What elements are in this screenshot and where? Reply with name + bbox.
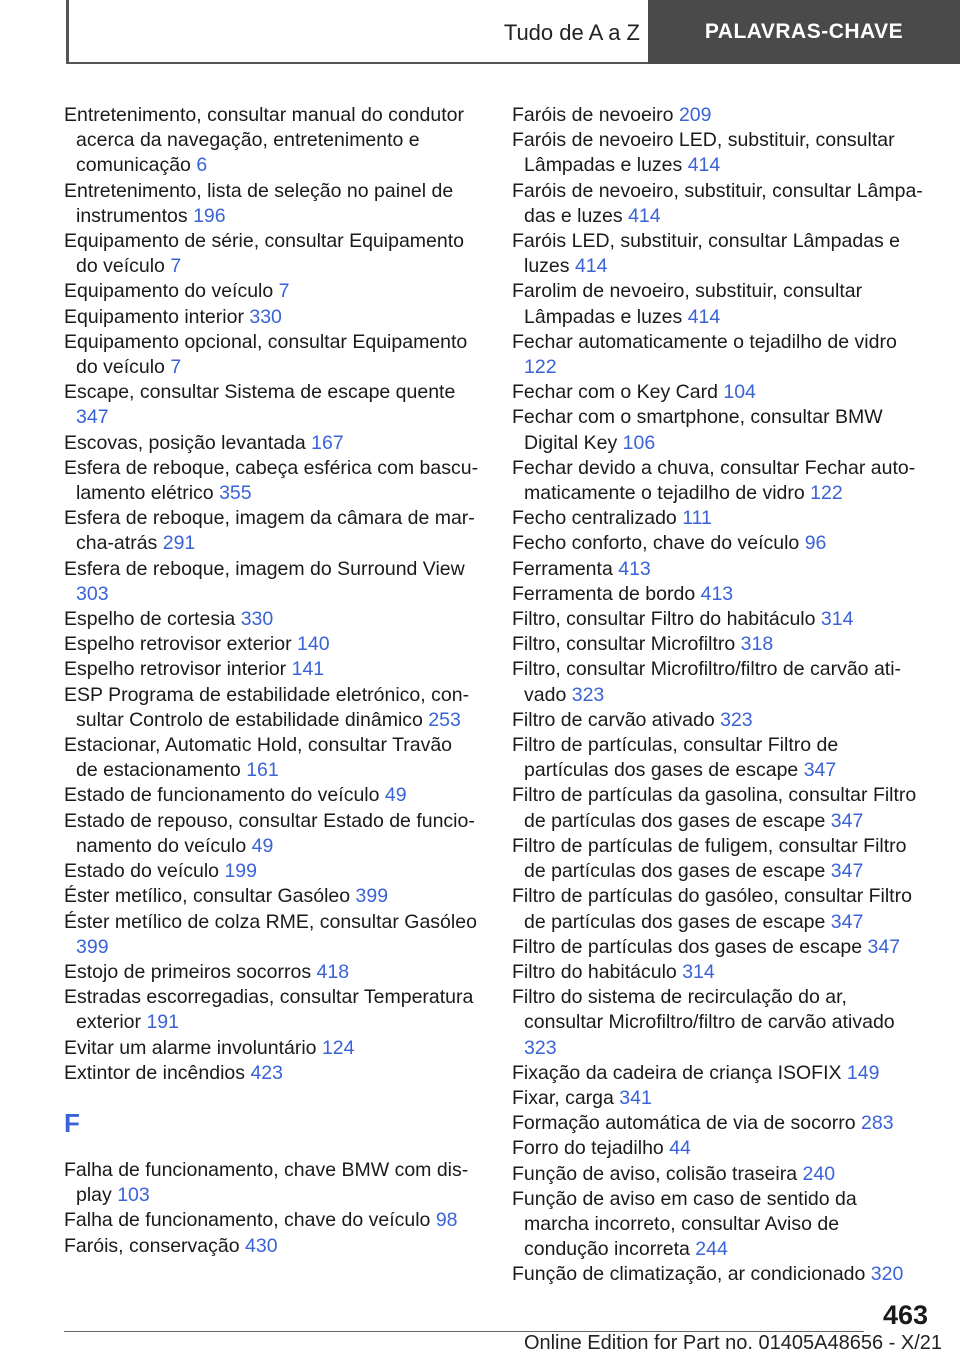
index-page-link[interactable]: 323 <box>571 683 605 706</box>
index-entry-text: Filtro, consultar Microfiltro/filtro de carvão ativado <box>512 658 902 706</box>
index-page-link[interactable]: 323 <box>524 1036 557 1059</box>
index-entry-text: Escovas, posição levantada <box>64 431 306 454</box>
index-page-link[interactable]: 414 <box>687 305 721 328</box>
index-entry-text: Equipamento de série, consultar Equipamento do veículo <box>64 230 464 278</box>
index-entry-text: Entretenimento, consultar manual do condutor acerca da navegação, entretenimento e comunicação <box>64 104 464 177</box>
index-entry-text: Função de aviso em caso de sentido da marcha incorreto, consultar Aviso de condução incorreta <box>512 1187 857 1261</box>
index-entry <box>512 783 927 833</box>
index-page-link[interactable]: 347 <box>830 910 864 933</box>
index-entry <box>512 1262 927 1287</box>
index-entry <box>512 607 927 632</box>
index-entry <box>64 1061 479 1086</box>
index-entry-text: Estradas escorregadias, consultar Temperatura exterior <box>64 986 474 1034</box>
index-entry-text: Equipamento interior <box>64 305 244 328</box>
index-entry-text: Fecho centralizado <box>512 507 677 530</box>
index-page-link[interactable]: 399 <box>355 885 389 908</box>
index-entry <box>512 1061 927 1086</box>
index-entry <box>512 128 927 178</box>
index-entry-text: Farolim de nevoeiro, substituir, consultar Lâmpadas e luzes <box>512 280 863 328</box>
index-entry <box>64 632 479 657</box>
index-entry <box>64 330 479 380</box>
index-entry-text: Espelho retrovisor interior <box>64 658 287 681</box>
index-page-link[interactable]: 355 <box>219 482 252 505</box>
index-entry-text: Fechar devido a chuva, consultar Fechar automaticamente o tejadilho de vidro <box>512 456 916 505</box>
index-entry-text: Falha de funcionamento, chave do veículo <box>64 1209 431 1232</box>
index-entry <box>512 1111 927 1136</box>
index-entry-text: ESP Programa de estabilidade eletrónico, consultar Controlo de estabilidade dinâmico <box>64 683 470 731</box>
index-page-link[interactable]: 314 <box>682 960 715 983</box>
index-page-link[interactable]: 161 <box>246 759 279 782</box>
index-entry-text: Estado de funcionamento do veículo <box>64 784 380 807</box>
page-number: 463 <box>882 1300 928 1330</box>
index-entry <box>64 733 479 783</box>
index-entry <box>64 179 479 229</box>
index-entry-text: Faróis de nevoeiro, substituir, consultar Lâmpadas e luzes <box>512 179 923 227</box>
index-entry-text: Espelho de cortesia <box>64 608 236 631</box>
index-entry-text: Filtro de partículas do gasóleo, consultar Filtro de partículas dos gases de escape <box>512 885 912 933</box>
index-entry <box>64 557 479 607</box>
index-page-link[interactable]: 430 <box>245 1234 278 1257</box>
index-entry <box>64 1234 479 1259</box>
index-entry-text: Filtro do habitáculo <box>512 960 677 983</box>
index-page-link[interactable]: 141 <box>291 658 325 681</box>
index-entry <box>64 1158 479 1208</box>
index-entry-text: Formação automática de via de socorro <box>512 1112 856 1135</box>
index-page-link[interactable]: 291 <box>162 532 196 555</box>
index-page-link[interactable]: 414 <box>687 154 721 177</box>
index-entry <box>64 607 479 632</box>
index-entry <box>512 456 927 506</box>
index-entry-text: Equipamento opcional, consultar Equipamento do veículo <box>64 330 468 379</box>
index-page-link[interactable]: 167 <box>311 431 344 454</box>
index-page-link[interactable]: 104 <box>723 381 756 404</box>
index-entry-text: Filtro, consultar Microfiltro <box>512 633 736 656</box>
index-page-link[interactable]: 341 <box>619 1086 652 1109</box>
index-entry-text: Esfera de reboque, cabeça esférica com basculamento elétrico <box>64 456 479 505</box>
section-letter: F <box>64 1107 80 1138</box>
index-page-link[interactable]: 347 <box>867 935 901 958</box>
index-entry <box>64 103 479 179</box>
index-page-link[interactable]: 7 <box>170 356 182 379</box>
index-entry-text: Filtro, consultar Filtro do habitáculo <box>512 608 816 631</box>
index-entry-text: Filtro de carvão ativado <box>512 708 715 731</box>
index-entry-text: Filtro de partículas, consultar Filtro de partículas dos gases de escape <box>512 734 839 782</box>
index-page-link[interactable]: 209 <box>678 104 712 126</box>
header-rule-vertical <box>66 0 69 64</box>
index-entry-text: Fixar, carga <box>512 1086 614 1109</box>
index-page-link[interactable]: 318 <box>740 633 774 656</box>
index-page-link[interactable]: 191 <box>146 1011 179 1034</box>
index-page-link[interactable]: 106 <box>622 431 656 454</box>
index-entry <box>64 985 479 1035</box>
index-entry <box>512 506 927 531</box>
index-entry <box>512 733 927 783</box>
index-column-left <box>64 103 479 1259</box>
index-entry <box>64 506 479 556</box>
index-entry <box>64 809 479 859</box>
index-page-link[interactable]: 44 <box>669 1137 691 1160</box>
index-entry <box>512 582 927 607</box>
index-page-link[interactable]: 303 <box>76 582 109 605</box>
index-page-link[interactable]: 414 <box>574 255 608 278</box>
index-entry <box>512 179 927 229</box>
index-page-link[interactable]: 330 <box>249 305 282 328</box>
index-page-link[interactable]: 49 <box>251 834 274 857</box>
index-entry <box>512 632 927 657</box>
index-page-link[interactable]: 347 <box>830 860 864 883</box>
index-entry <box>64 657 479 682</box>
index-entry <box>512 985 927 1061</box>
index-entry <box>512 279 927 329</box>
index-entry <box>512 1086 927 1111</box>
index-entry <box>512 405 927 455</box>
index-entry-text: Filtro do sistema de recirculação do ar, consultar Microfiltro/filtro de carvão ativado <box>512 986 895 1034</box>
index-entry-text: Éster metílico, consultar Gasóleo <box>64 885 351 908</box>
index-entry-text: Ferramenta de bordo <box>512 582 696 605</box>
index-page-link[interactable]: 96 <box>804 532 827 555</box>
index-page-link[interactable]: 98 <box>435 1209 458 1232</box>
index-entry-text: Filtro de partículas de fuligem, consultar Filtro de partículas dos gases de escape <box>512 834 907 883</box>
index-entry <box>64 1208 479 1233</box>
index-page-link[interactable]: 414 <box>628 204 661 227</box>
index-entry <box>512 935 927 960</box>
index-entry-text: Fechar automaticamente o tejadilho de vidro <box>512 330 897 353</box>
index-entry-text: Extintor de incêndios <box>64 1061 246 1084</box>
index-entry <box>64 683 479 733</box>
index-page-link[interactable]: 347 <box>803 759 837 782</box>
index-entry-text: Estacionar, Automatic Hold, consultar Travão de estacionamento <box>64 734 453 782</box>
index-entry <box>512 103 927 128</box>
index-page-link[interactable]: 6 <box>196 154 208 177</box>
index-entry <box>64 783 479 808</box>
index-entry <box>64 380 479 430</box>
index-entry <box>64 910 479 960</box>
index-entry <box>512 657 927 707</box>
header-rule-horizontal <box>66 62 648 64</box>
index-page-link[interactable]: 7 <box>278 280 290 303</box>
index-entry-text: Forro do tejadilho <box>512 1137 664 1160</box>
index-page-link[interactable]: 283 <box>861 1112 894 1135</box>
index-entry <box>512 380 927 405</box>
index-page-link[interactable]: 196 <box>193 204 226 227</box>
index-entry-text: Função de climatização, ar condicionado <box>512 1263 866 1286</box>
index-page-link[interactable]: 199 <box>224 860 257 883</box>
index-entry-text: Estado de repouso, consultar Estado de funcionamento do veículo <box>64 809 475 857</box>
index-entry <box>512 834 927 884</box>
index-entry-text: Estojo de primeiros socorros <box>64 960 312 983</box>
index-page-link[interactable]: 423 <box>250 1061 283 1084</box>
index-page-link[interactable]: 49 <box>384 784 407 807</box>
header-chapter-tab <box>648 0 960 64</box>
index-entry <box>512 1136 927 1161</box>
index-list-f <box>64 1158 479 1259</box>
index-entry-text: Evitar um alarme involuntário <box>64 1036 317 1059</box>
index-entry <box>64 456 479 506</box>
index-page-link[interactable]: 330 <box>240 608 274 631</box>
index-entry-text: Equipamento do veículo <box>64 280 274 303</box>
index-page-link[interactable]: 413 <box>700 582 734 605</box>
index-entry <box>512 330 927 380</box>
index-entry <box>512 229 927 279</box>
index-page-link[interactable]: 314 <box>820 608 854 631</box>
index-entry-text: Estado do veículo <box>64 860 220 883</box>
index-entry <box>512 1187 927 1263</box>
index-entry <box>512 531 927 556</box>
index-entry-text: Fixação da cadeira de criança ISOFIX <box>512 1061 842 1084</box>
index-column-right <box>512 103 927 1288</box>
index-entry <box>64 1036 479 1061</box>
index-entry-text: Ferramenta <box>512 557 613 580</box>
index-list-e <box>64 103 479 1086</box>
index-page-link[interactable]: 413 <box>618 557 651 580</box>
index-entry-text: Esfera de reboque, imagem do Surround View <box>64 557 465 580</box>
index-entry-text: Faróis, conservação <box>64 1234 240 1257</box>
index-page-link[interactable]: 244 <box>695 1238 728 1261</box>
index-entry <box>64 884 479 909</box>
index-entry <box>64 305 479 330</box>
index-page-link[interactable]: 140 <box>297 633 330 656</box>
index-entry <box>64 431 479 456</box>
index-entry-text: Faróis LED, substituir, consultar Lâmpadas e luzes <box>512 230 901 278</box>
index-entry <box>512 884 927 934</box>
index-entry-text: Fechar com o smartphone, consultar BMW Digital Key <box>512 406 883 454</box>
index-list-right <box>512 103 927 1288</box>
index-page-link[interactable]: 399 <box>76 935 109 958</box>
index-entry-text: Filtro de partículas da gasolina, consultar Filtro de partículas dos gases de escape <box>512 784 917 832</box>
index-entry <box>64 279 479 304</box>
footer-edition: Online Edition for Part no. 01405A48656 - X/21 <box>523 1332 942 1354</box>
index-page-link[interactable]: 111 <box>682 507 712 530</box>
index-page-link[interactable]: 418 <box>316 960 350 983</box>
index-entry-text: Função de aviso, colisão traseira <box>512 1162 798 1185</box>
index-page-link[interactable]: 347 <box>830 809 864 832</box>
index-entry-text: Éster metílico de colza RME, consultar Gasóleo <box>64 910 477 933</box>
index-entry-text: Fecho conforto, chave do veículo <box>512 532 800 555</box>
index-entry-text: Filtro de partículas dos gases de escape <box>512 935 863 958</box>
index-entry-text: Faróis de nevoeiro <box>512 104 674 126</box>
index-entry-text: Faróis de nevoeiro LED, substituir, consultar Lâmpadas e luzes <box>512 129 895 177</box>
index-page-link[interactable]: 122 <box>810 482 843 505</box>
index-page-link[interactable]: 253 <box>428 708 461 731</box>
index-entry-text: Fechar com o Key Card <box>512 381 718 404</box>
header-section-title: Tudo de A a Z <box>503 20 640 45</box>
index-entry-text: Escape, consultar Sistema de escape quente <box>64 381 456 404</box>
index-page-link[interactable]: 323 <box>720 708 753 731</box>
index-entry <box>64 229 479 279</box>
index-entry-text: Esfera de reboque, imagem da câmara de marcha-atrás <box>64 507 475 555</box>
index-entry <box>512 708 927 733</box>
index-entry <box>512 557 927 582</box>
index-page-link[interactable]: 149 <box>846 1061 880 1084</box>
index-entry-text: Falha de funcionamento, chave BMW com display <box>64 1158 469 1207</box>
index-page-link[interactable]: 124 <box>321 1036 355 1059</box>
index-entry-text: Entretenimento, lista de seleção no painel de instrumentos <box>64 179 454 227</box>
index-page-link[interactable]: 103 <box>117 1184 150 1207</box>
index-entry <box>64 960 479 985</box>
index-page-link[interactable]: 320 <box>870 1263 904 1286</box>
index-entry <box>512 960 927 985</box>
index-entry <box>64 859 479 884</box>
header-chapter-label: PALAVRAS-CHAVE <box>704 20 904 43</box>
index-page-link[interactable]: 122 <box>524 356 557 379</box>
index-page-link[interactable]: 7 <box>170 255 182 278</box>
index-page-link[interactable]: 240 <box>802 1162 836 1185</box>
index-entry-text: Espelho retrovisor exterior <box>64 633 292 656</box>
index-entry <box>512 1162 927 1187</box>
index-page-link[interactable]: 347 <box>76 406 109 429</box>
